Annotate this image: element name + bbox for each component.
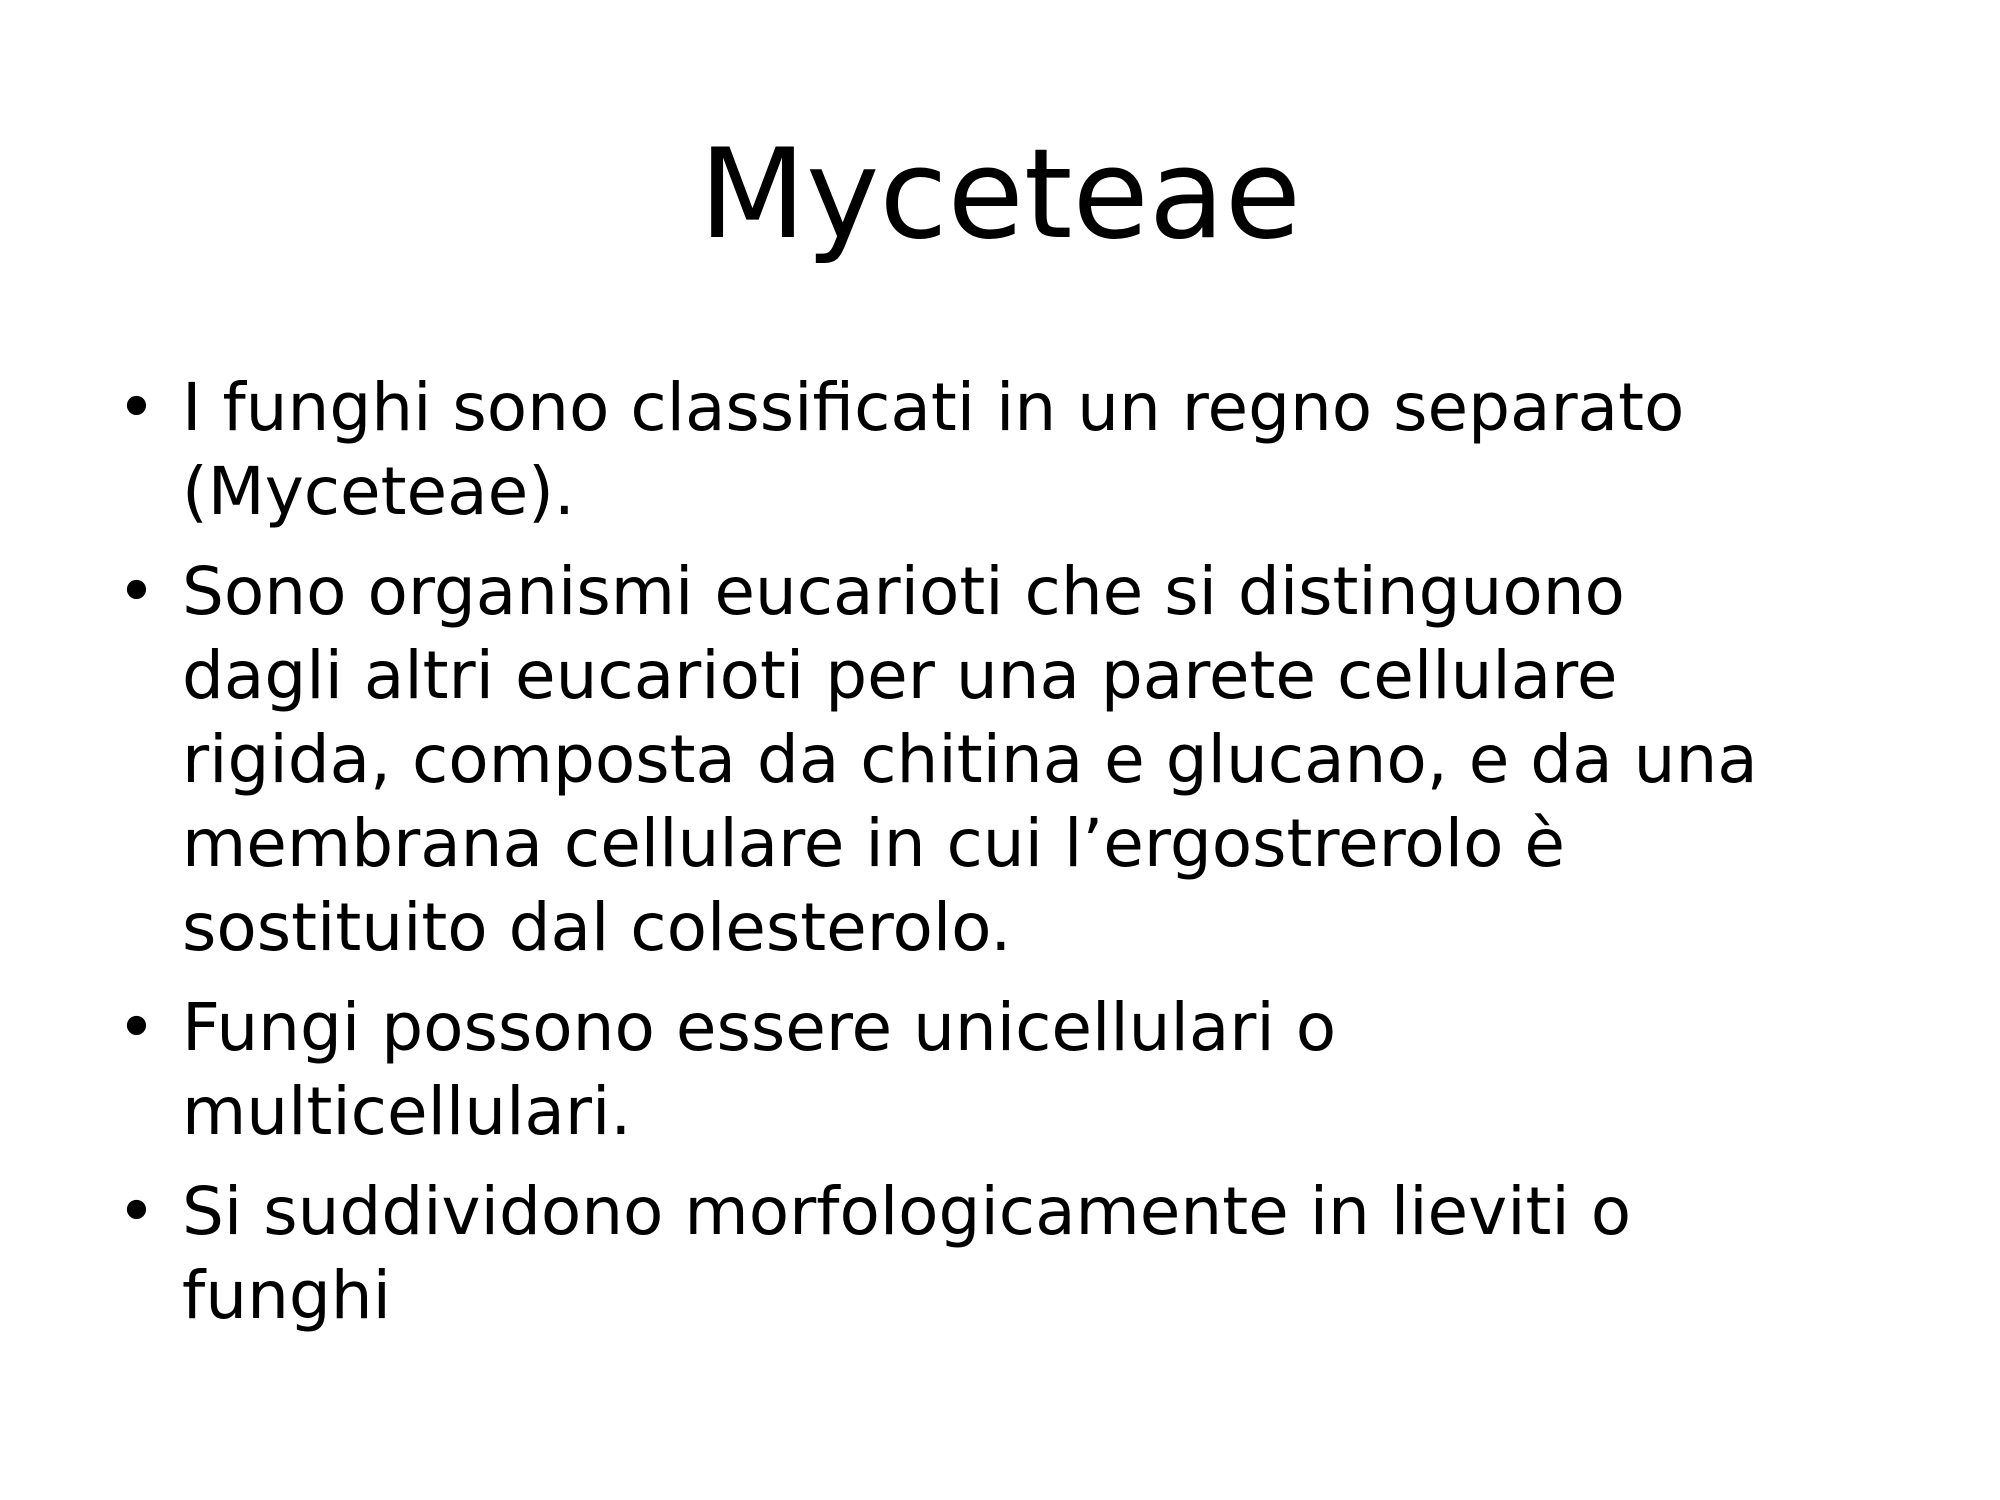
bullet-item-2 (117, 550, 1957, 970)
bullet-marker: • (117, 989, 156, 1066)
bullet-text-line: sostituito dal colesterolo. (182, 889, 1012, 966)
bullet-text-line: funghi (182, 1257, 391, 1334)
bullet-text-line: Si suddividono morfologicamente in lieviti o (182, 1173, 1632, 1250)
bullet-text-line: Sono organismi eucarioti che si distinguono (182, 553, 1625, 630)
bullet-text-line: dagli altri eucarioti per una parete cellulare (182, 637, 1618, 714)
bullet-text-line: rigida, composta da chitina e glucano, e da una (182, 721, 1758, 798)
bullet-marker: • (117, 553, 156, 630)
bullet-item-3 (117, 986, 1957, 1154)
slide-title: Myceteae (698, 123, 1302, 267)
bullet-list (117, 366, 1957, 1354)
bullet-item-1 (117, 366, 1957, 534)
bullet-text-line: I funghi sono classificati in un regno separato (182, 369, 1685, 446)
bullet-item-4 (117, 1170, 1957, 1338)
bullet-text-line: (Myceteae). (182, 453, 575, 530)
bullet-text-line: multicellulari. (182, 1073, 632, 1150)
bullet-marker: • (117, 1173, 156, 1250)
bullet-text-line: Fungi possono essere unicellulari o (182, 989, 1337, 1066)
bullet-text-line: membrana cellulare in cui l’ergostrerolo è (182, 805, 1566, 882)
bullet-marker: • (117, 369, 156, 446)
